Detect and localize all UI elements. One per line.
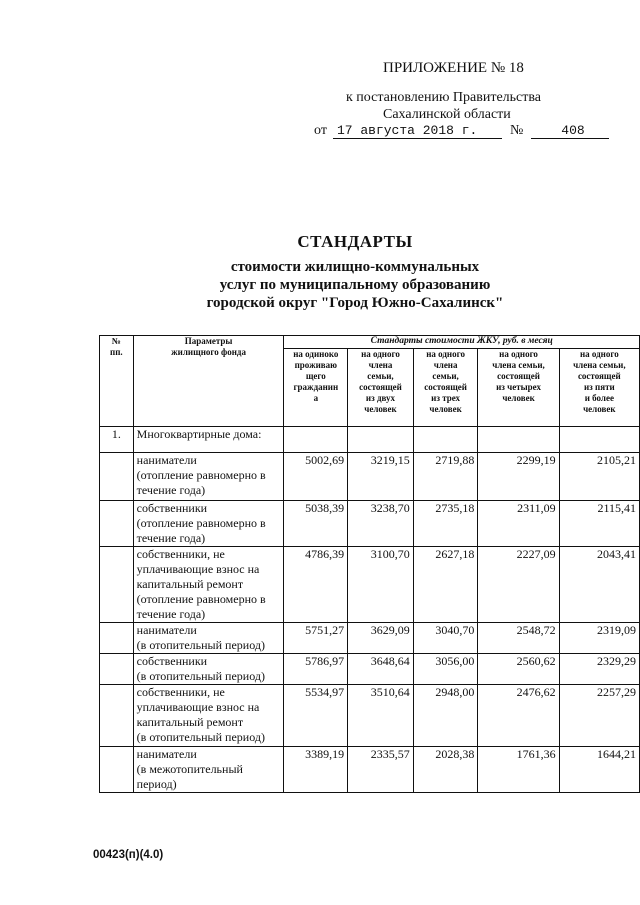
row-number-cell xyxy=(100,501,134,547)
table-row xyxy=(100,501,640,547)
row-number-cell xyxy=(100,547,134,623)
decree-date-number-line xyxy=(314,123,609,139)
row-value-cell: 2311,09 xyxy=(478,501,559,547)
row-value-cell: 5038,39 xyxy=(284,501,348,547)
row-value-cell: 1644,21 xyxy=(559,747,639,793)
row-value-cell: 2299,19 xyxy=(478,453,559,501)
header-subcolumn: на одного члена семьи, состоящей из четырех человек xyxy=(478,349,559,427)
decree-reference-line1: к постановлению Правительства xyxy=(346,90,542,105)
row-number-cell xyxy=(100,453,134,501)
row-value-cell: 3510,64 xyxy=(348,685,414,747)
header-subcolumn: на одного члена семьи, состоящей из пяти и более человек xyxy=(559,349,639,427)
row-value-cell: 2329,29 xyxy=(559,654,639,685)
row-parameter-label: собственники, не уплачивающие взнос на капитальный ремонт (в отопительный период) xyxy=(133,685,284,747)
row-value-cell: 5751,27 xyxy=(284,623,348,654)
row-value-cell: 3389,19 xyxy=(284,747,348,793)
row-value-cell: 5786,97 xyxy=(284,654,348,685)
document-footer-code: 00423(п)(4.0) xyxy=(93,849,164,861)
row-value-cell: 2560,62 xyxy=(478,654,559,685)
decree-reference-line2: Сахалинской области xyxy=(383,107,511,122)
row-number-cell xyxy=(100,654,134,685)
section-number: 1. xyxy=(100,427,134,453)
empty-cell xyxy=(478,427,559,453)
row-value-cell: 3629,09 xyxy=(348,623,414,654)
row-value-cell: 4786,39 xyxy=(284,547,348,623)
document-subtitle-line1: стоимости жилищно-коммунальных xyxy=(230,259,480,275)
table-row xyxy=(100,547,640,623)
header-subcolumn: на одного члена семьи, состоящей из двух человек xyxy=(348,349,414,427)
decree-from-label: от xyxy=(314,123,327,138)
row-value-cell: 2043,41 xyxy=(559,547,639,623)
document-title: СТАНДАРТЫ xyxy=(297,232,413,251)
header-number: № пп. xyxy=(100,336,134,427)
header-subcolumn: на одного члена семьи, состоящей из трех человек xyxy=(413,349,478,427)
header-subcolumn: на одиноко проживаю щего гражданин а xyxy=(284,349,348,427)
row-value-cell: 5534,97 xyxy=(284,685,348,747)
row-parameter-label: собственники (отопление равномерно в течение года) xyxy=(133,501,284,547)
row-value-cell: 2335,57 xyxy=(348,747,414,793)
row-value-cell: 2105,21 xyxy=(559,453,639,501)
table-row xyxy=(100,654,640,685)
section-label: Многоквартирные дома: xyxy=(133,427,284,453)
row-value-cell: 2115,41 xyxy=(559,501,639,547)
decree-number-sign: № xyxy=(509,123,524,138)
row-value-cell: 1761,36 xyxy=(478,747,559,793)
row-value-cell: 2476,62 xyxy=(478,685,559,747)
row-value-cell: 2257,29 xyxy=(559,685,639,747)
empty-cell xyxy=(284,427,348,453)
empty-cell xyxy=(348,427,414,453)
row-parameter-label: наниматели (в межотопительный период) xyxy=(133,747,284,793)
row-number-cell xyxy=(100,747,134,793)
document-subtitle-line3: городской округ "Город Южно-Сахалинск" xyxy=(206,295,504,311)
row-number-cell xyxy=(100,685,134,747)
row-value-cell: 5002,69 xyxy=(284,453,348,501)
row-value-cell: 3040,70 xyxy=(413,623,478,654)
row-value-cell: 3238,70 xyxy=(348,501,414,547)
empty-cell xyxy=(413,427,478,453)
table-row xyxy=(100,623,640,654)
header-parameters: Параметры жилищного фонда xyxy=(133,336,284,427)
document-subtitle-line2: услуг по муниципальному образованию xyxy=(219,277,491,293)
table-row xyxy=(100,453,640,501)
header-standards: Стандарты стоимости ЖКУ, руб. в месяц xyxy=(284,336,640,349)
row-value-cell: 2948,00 xyxy=(413,685,478,747)
decree-number: 408 xyxy=(531,124,609,139)
row-value-cell: 2319,09 xyxy=(559,623,639,654)
table-row xyxy=(100,747,640,793)
appendix-number: ПРИЛОЖЕНИЕ № 18 xyxy=(383,60,524,76)
row-parameter-label: наниматели (отопление равномерно в течение года) xyxy=(133,453,284,501)
row-parameter-label: собственники, не уплачивающие взнос на капитальный ремонт (отопление равномерно в течение года) xyxy=(133,547,284,623)
row-number-cell xyxy=(100,623,134,654)
row-parameter-label: наниматели (в отопительный период) xyxy=(133,623,284,654)
table-row xyxy=(100,685,640,747)
row-value-cell: 2227,09 xyxy=(478,547,559,623)
standards-table xyxy=(99,335,640,793)
row-parameter-label: собственники (в отопительный период) xyxy=(133,654,284,685)
row-value-cell: 3056,00 xyxy=(413,654,478,685)
row-value-cell: 3100,70 xyxy=(348,547,414,623)
row-value-cell: 2719,88 xyxy=(413,453,478,501)
row-value-cell: 2735,18 xyxy=(413,501,478,547)
row-value-cell: 2028,38 xyxy=(413,747,478,793)
row-value-cell: 2627,18 xyxy=(413,547,478,623)
decree-date: 17 августа 2018 г. xyxy=(333,124,502,139)
row-value-cell: 3648,64 xyxy=(348,654,414,685)
row-value-cell: 2548,72 xyxy=(478,623,559,654)
row-value-cell: 3219,15 xyxy=(348,453,414,501)
empty-cell xyxy=(559,427,639,453)
